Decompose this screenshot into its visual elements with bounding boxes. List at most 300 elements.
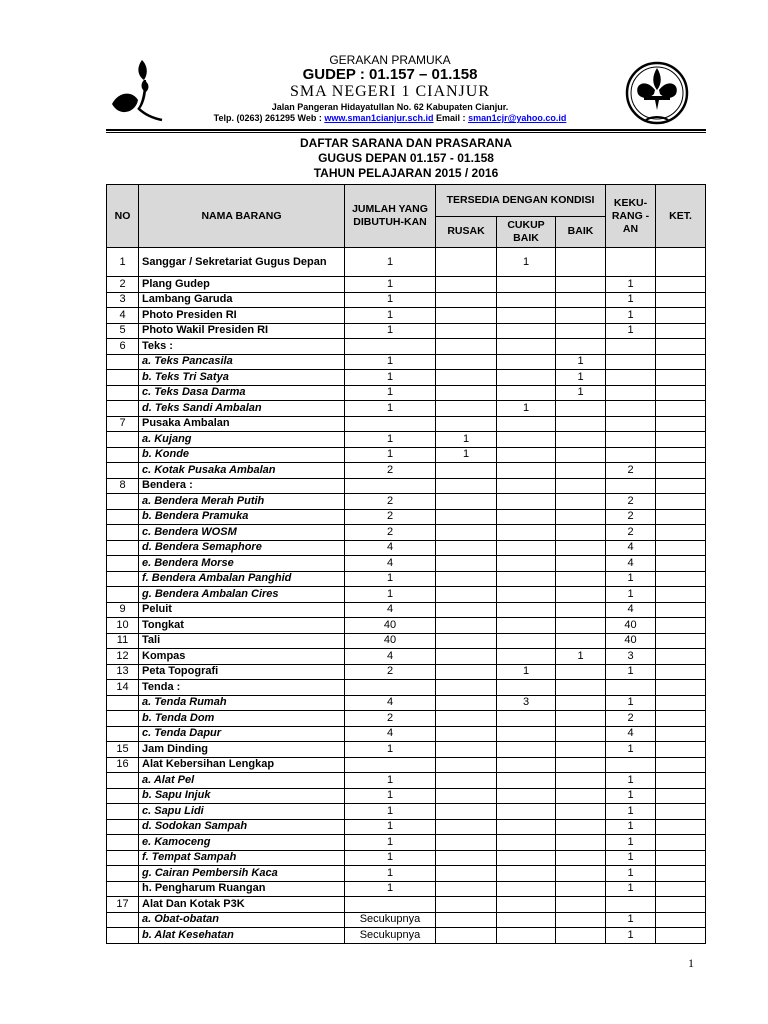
table-row	[107, 695, 706, 711]
cell-jumlah: 1	[345, 432, 436, 448]
cell-jumlah: 1	[345, 866, 436, 882]
cell-ket	[656, 773, 706, 789]
cell-ket	[656, 432, 706, 448]
cell-cukup	[497, 633, 556, 649]
cell-kurang: 1	[606, 292, 656, 308]
cell-name: Sanggar / Sekretariat Gugus Depan	[139, 248, 345, 277]
cell-kurang	[606, 401, 656, 417]
cell-ket	[656, 571, 706, 587]
cell-rusak	[436, 556, 497, 572]
cell-name: d. Sodokan Sampah	[139, 819, 345, 835]
cell-jumlah: 4	[345, 540, 436, 556]
cell-no: 6	[107, 339, 139, 355]
cell-baik	[556, 540, 606, 556]
document-title	[106, 136, 706, 181]
cell-kurang: 1	[606, 664, 656, 680]
cell-jumlah: 1	[345, 571, 436, 587]
header-divider-thin	[106, 132, 706, 133]
cell-ket	[656, 401, 706, 417]
cell-jumlah: 2	[345, 711, 436, 727]
cell-ket	[656, 711, 706, 727]
cell-rusak	[436, 248, 497, 277]
cell-rusak	[436, 819, 497, 835]
table-row	[107, 416, 706, 432]
cell-kurang	[606, 370, 656, 386]
cell-rusak	[436, 385, 497, 401]
cell-no: 8	[107, 478, 139, 494]
cell-kurang: 1	[606, 835, 656, 851]
cell-ket	[656, 540, 706, 556]
cell-kurang	[606, 897, 656, 913]
cell-kurang: 1	[606, 804, 656, 820]
cell-ket	[656, 680, 706, 696]
cell-name: Tongkat	[139, 618, 345, 634]
cell-name: Kompas	[139, 649, 345, 665]
table-row	[107, 804, 706, 820]
cell-baik	[556, 726, 606, 742]
cell-cukup	[497, 525, 556, 541]
cell-ket	[656, 587, 706, 603]
cell-ket	[656, 494, 706, 510]
cell-jumlah: 1	[345, 819, 436, 835]
table-row	[107, 835, 706, 851]
cell-name: b. Teks Tri Satya	[139, 370, 345, 386]
cell-no	[107, 928, 139, 944]
cell-cukup	[497, 385, 556, 401]
cell-jumlah	[345, 478, 436, 494]
cell-cukup: 1	[497, 248, 556, 277]
cell-ket	[656, 447, 706, 463]
cell-ket	[656, 525, 706, 541]
cell-kurang: 1	[606, 866, 656, 882]
cell-kurang: 2	[606, 711, 656, 727]
cell-rusak	[436, 866, 497, 882]
cell-baik	[556, 416, 606, 432]
cell-rusak	[436, 540, 497, 556]
cell-baik	[556, 248, 606, 277]
cell-jumlah	[345, 757, 436, 773]
cell-cukup	[497, 819, 556, 835]
cell-name: a. Alat Pel	[139, 773, 345, 789]
cell-jumlah	[345, 680, 436, 696]
cell-name: b. Konde	[139, 447, 345, 463]
cell-rusak	[436, 602, 497, 618]
cell-name: Tenda :	[139, 680, 345, 696]
col-header-tersedia: TERSEDIA DENGAN KONDISI	[436, 185, 606, 217]
email-link[interactable]: sman1cjr@yahoo.co.id	[468, 113, 567, 123]
cell-ket	[656, 788, 706, 804]
cell-no	[107, 370, 139, 386]
cell-jumlah: 1	[345, 447, 436, 463]
cell-name: d. Teks Sandi Ambalan	[139, 401, 345, 417]
cell-kurang: 1	[606, 695, 656, 711]
cell-name: Photo Wakil Presiden RI	[139, 323, 345, 339]
cell-baik	[556, 866, 606, 882]
cell-kurang: 1	[606, 928, 656, 944]
cell-no	[107, 804, 139, 820]
table-row	[107, 680, 706, 696]
cell-kurang: 1	[606, 323, 656, 339]
cell-jumlah: 1	[345, 370, 436, 386]
cell-rusak	[436, 633, 497, 649]
col-header-no: NO	[107, 185, 139, 248]
table-row	[107, 897, 706, 913]
cell-no: 15	[107, 742, 139, 758]
cell-name: c. Bendera WOSM	[139, 525, 345, 541]
cell-jumlah: 4	[345, 695, 436, 711]
cell-rusak	[436, 881, 497, 897]
cell-baik	[556, 587, 606, 603]
cell-name: b. Bendera Pramuka	[139, 509, 345, 525]
cell-cukup	[497, 804, 556, 820]
cell-rusak	[436, 804, 497, 820]
cell-no	[107, 447, 139, 463]
cell-baik	[556, 571, 606, 587]
cell-baik	[556, 773, 606, 789]
cell-rusak	[436, 788, 497, 804]
cell-baik	[556, 339, 606, 355]
cell-kurang: 2	[606, 463, 656, 479]
cell-ket	[656, 757, 706, 773]
cell-rusak	[436, 509, 497, 525]
cell-baik	[556, 742, 606, 758]
cell-rusak	[436, 618, 497, 634]
cell-kurang	[606, 680, 656, 696]
cell-baik	[556, 912, 606, 928]
cell-baik	[556, 881, 606, 897]
cell-ket	[656, 602, 706, 618]
cell-no: 3	[107, 292, 139, 308]
cell-kurang	[606, 248, 656, 277]
col-header-ket: KET.	[656, 185, 706, 248]
cell-baik: 1	[556, 354, 606, 370]
cell-jumlah: 1	[345, 323, 436, 339]
cell-ket	[656, 248, 706, 277]
cell-name: e. Bendera Morse	[139, 556, 345, 572]
cell-kurang: 1	[606, 788, 656, 804]
title-line-1: DAFTAR SARANA DAN PRASARANA	[300, 136, 512, 150]
cell-ket	[656, 370, 706, 386]
col-header-rusak: RUSAK	[436, 216, 497, 248]
cell-baik	[556, 602, 606, 618]
cell-cukup	[497, 850, 556, 866]
cell-jumlah: 1	[345, 308, 436, 324]
cell-no: 13	[107, 664, 139, 680]
cell-baik	[556, 633, 606, 649]
cell-cukup	[497, 494, 556, 510]
cell-baik	[556, 618, 606, 634]
cell-ket	[656, 866, 706, 882]
cell-cukup	[497, 881, 556, 897]
cell-ket	[656, 478, 706, 494]
cell-baik: 1	[556, 370, 606, 386]
cell-ket	[656, 509, 706, 525]
cell-kurang: 40	[606, 618, 656, 634]
table-row	[107, 525, 706, 541]
cell-jumlah: 1	[345, 773, 436, 789]
cell-jumlah	[345, 339, 436, 355]
cell-name: Teks :	[139, 339, 345, 355]
cell-name: Tali	[139, 633, 345, 649]
cell-cukup	[497, 277, 556, 293]
table-row	[107, 308, 706, 324]
cell-rusak	[436, 401, 497, 417]
cell-name: Photo Presiden RI	[139, 308, 345, 324]
table-row	[107, 881, 706, 897]
table-row	[107, 587, 706, 603]
cell-rusak	[436, 835, 497, 851]
cell-rusak	[436, 757, 497, 773]
table-row	[107, 819, 706, 835]
cell-kurang	[606, 757, 656, 773]
table-row	[107, 354, 706, 370]
cell-no	[107, 571, 139, 587]
cell-no	[107, 385, 139, 401]
cell-no	[107, 866, 139, 882]
cell-jumlah: 2	[345, 494, 436, 510]
cell-name: g. Bendera Ambalan Cires	[139, 587, 345, 603]
table-row	[107, 339, 706, 355]
cell-no	[107, 463, 139, 479]
table-row	[107, 556, 706, 572]
table-row	[107, 602, 706, 618]
cell-baik	[556, 835, 606, 851]
table-row	[107, 370, 706, 386]
cell-kurang: 1	[606, 819, 656, 835]
table-row	[107, 432, 706, 448]
cell-rusak	[436, 571, 497, 587]
cell-ket	[656, 726, 706, 742]
cell-rusak	[436, 773, 497, 789]
cell-cukup	[497, 897, 556, 913]
cell-kurang: 4	[606, 540, 656, 556]
cell-baik	[556, 509, 606, 525]
col-header-cukup: CUKUP BAIK	[497, 216, 556, 248]
cell-rusak	[436, 478, 497, 494]
cell-ket	[656, 556, 706, 572]
cell-no	[107, 587, 139, 603]
cell-jumlah: 4	[345, 649, 436, 665]
cell-name: Lambang Garuda	[139, 292, 345, 308]
table-row	[107, 928, 706, 944]
cell-no: 2	[107, 277, 139, 293]
cell-name: h. Pengharum Ruangan	[139, 881, 345, 897]
cell-rusak	[436, 680, 497, 696]
cell-cukup: 1	[497, 401, 556, 417]
cell-jumlah: 2	[345, 525, 436, 541]
cell-rusak: 1	[436, 432, 497, 448]
cell-baik	[556, 757, 606, 773]
web-link[interactable]: www.sman1cianjur.sch.id	[324, 113, 434, 123]
cell-cukup	[497, 556, 556, 572]
cell-baik	[556, 463, 606, 479]
cell-cukup	[497, 742, 556, 758]
cell-name: a. Teks Pancasila	[139, 354, 345, 370]
cell-cukup	[497, 726, 556, 742]
cell-no	[107, 494, 139, 510]
cell-ket	[656, 850, 706, 866]
cell-ket	[656, 804, 706, 820]
cell-name: c. Tenda Dapur	[139, 726, 345, 742]
cell-no: 9	[107, 602, 139, 618]
cell-baik	[556, 308, 606, 324]
cell-ket	[656, 897, 706, 913]
cell-rusak	[436, 354, 497, 370]
cell-name: a. Kujang	[139, 432, 345, 448]
cell-jumlah: 40	[345, 618, 436, 634]
cell-no: 16	[107, 757, 139, 773]
table-row	[107, 447, 706, 463]
table-row	[107, 788, 706, 804]
cell-kurang: 40	[606, 633, 656, 649]
cell-jumlah: 1	[345, 292, 436, 308]
cell-cukup: 3	[497, 695, 556, 711]
cell-no	[107, 432, 139, 448]
cell-cukup	[497, 835, 556, 851]
cell-jumlah: 1	[345, 742, 436, 758]
cell-cukup	[497, 912, 556, 928]
inventory-rows	[107, 248, 706, 944]
cell-ket	[656, 835, 706, 851]
cell-kurang: 2	[606, 509, 656, 525]
cell-no	[107, 881, 139, 897]
phone-text: Telp. (0263) 261295 Web :	[213, 113, 325, 123]
cell-no: 14	[107, 680, 139, 696]
cell-ket	[656, 354, 706, 370]
cell-baik	[556, 323, 606, 339]
cell-no: 11	[107, 633, 139, 649]
cell-no	[107, 509, 139, 525]
cell-jumlah: 1	[345, 385, 436, 401]
cell-rusak	[436, 277, 497, 293]
cell-baik: 1	[556, 649, 606, 665]
title-line-3: TAHUN PELAJARAN 2015 / 2016	[313, 166, 499, 180]
table-row	[107, 850, 706, 866]
cell-cukup	[497, 370, 556, 386]
cell-cukup	[497, 339, 556, 355]
cell-jumlah	[345, 416, 436, 432]
cell-baik	[556, 292, 606, 308]
cell-name: Jam Dinding	[139, 742, 345, 758]
cell-rusak	[436, 463, 497, 479]
cell-rusak	[436, 339, 497, 355]
cell-jumlah: 4	[345, 556, 436, 572]
inventory-table	[106, 184, 706, 944]
cell-rusak	[436, 323, 497, 339]
cell-ket	[656, 308, 706, 324]
cell-no	[107, 788, 139, 804]
cell-name: Alat Kebersihan Lengkap	[139, 757, 345, 773]
table-row	[107, 742, 706, 758]
cell-no	[107, 912, 139, 928]
cell-kurang: 1	[606, 773, 656, 789]
cell-rusak	[436, 695, 497, 711]
cell-baik	[556, 819, 606, 835]
cell-name: c. Kotak Pusaka Ambalan	[139, 463, 345, 479]
cell-kurang: 2	[606, 525, 656, 541]
cell-no: 4	[107, 308, 139, 324]
cell-name: Plang Gudep	[139, 277, 345, 293]
cell-cukup	[497, 323, 556, 339]
cell-jumlah: 2	[345, 664, 436, 680]
cell-cukup	[497, 308, 556, 324]
cell-rusak	[436, 928, 497, 944]
cell-name: e. Kamoceng	[139, 835, 345, 851]
cell-cukup	[497, 478, 556, 494]
table-row	[107, 711, 706, 727]
cell-jumlah: Secukupnya	[345, 928, 436, 944]
cell-jumlah: 1	[345, 850, 436, 866]
cell-no	[107, 525, 139, 541]
cell-kurang: 2	[606, 494, 656, 510]
col-header-kurang: KEKU-RANG - AN	[606, 185, 656, 248]
org-name: GERAKAN PRAMUKA	[329, 53, 451, 67]
cell-ket	[656, 912, 706, 928]
contact-line	[140, 113, 640, 123]
table-row	[107, 509, 706, 525]
table-row	[107, 277, 706, 293]
cell-jumlah: 1	[345, 788, 436, 804]
school-address: Jalan Pangeran Hidayatullan No. 62 Kabupaten Cianjur.	[271, 102, 509, 112]
cell-name: c. Sapu Lidi	[139, 804, 345, 820]
page-number: 1	[688, 956, 694, 970]
cell-name: Alat Dan Kotak P3K	[139, 897, 345, 913]
table-row	[107, 463, 706, 479]
cell-jumlah: 4	[345, 602, 436, 618]
cell-no	[107, 773, 139, 789]
cell-name: d. Bendera Semaphore	[139, 540, 345, 556]
cell-baik	[556, 695, 606, 711]
cell-baik	[556, 277, 606, 293]
cell-cukup	[497, 447, 556, 463]
cell-kurang: 1	[606, 881, 656, 897]
cell-name: Pusaka Ambalan	[139, 416, 345, 432]
cell-baik	[556, 897, 606, 913]
cell-cukup	[497, 571, 556, 587]
cell-kurang: 1	[606, 571, 656, 587]
table-row	[107, 571, 706, 587]
cell-cukup	[497, 788, 556, 804]
cell-ket	[656, 292, 706, 308]
cell-name: c. Teks Dasa Darma	[139, 385, 345, 401]
cell-rusak	[436, 897, 497, 913]
cell-baik: 1	[556, 385, 606, 401]
cell-cukup	[497, 866, 556, 882]
cell-name: f. Tempat Sampah	[139, 850, 345, 866]
cell-rusak	[436, 525, 497, 541]
cell-kurang	[606, 432, 656, 448]
cell-cukup	[497, 540, 556, 556]
cell-kurang: 1	[606, 587, 656, 603]
cell-ket	[656, 339, 706, 355]
cell-baik	[556, 928, 606, 944]
table-row	[107, 401, 706, 417]
email-label: Email :	[433, 113, 469, 123]
cell-ket	[656, 463, 706, 479]
cell-rusak	[436, 494, 497, 510]
cell-name: a. Obat-obatan	[139, 912, 345, 928]
cell-cukup	[497, 354, 556, 370]
cell-kurang: 4	[606, 602, 656, 618]
cell-no	[107, 819, 139, 835]
table-row	[107, 323, 706, 339]
cell-rusak	[436, 850, 497, 866]
cell-baik	[556, 447, 606, 463]
cell-kurang: 1	[606, 277, 656, 293]
cell-jumlah: 1	[345, 277, 436, 293]
cell-cukup	[497, 680, 556, 696]
cell-cukup	[497, 928, 556, 944]
